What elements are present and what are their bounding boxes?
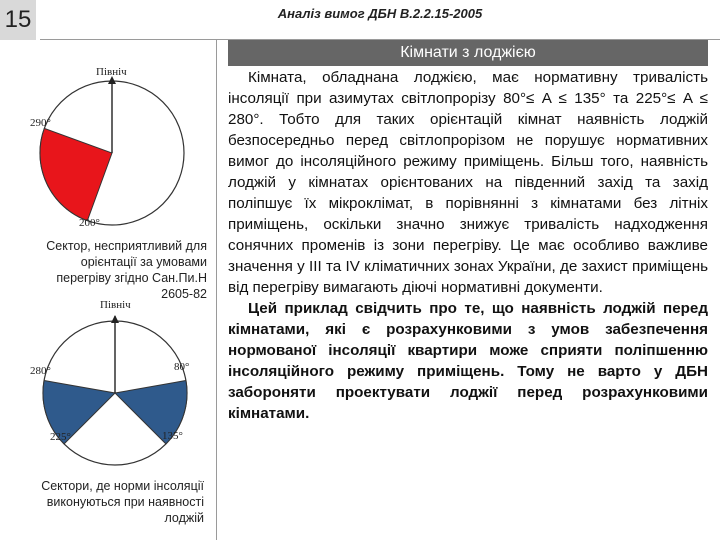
north-label-1: Північ [96, 66, 127, 78]
caption-overheating: Сектор, несприятливий для орієнтації за умовами перегріву згідно Сан.Пи.Н 2605-82 [46, 239, 207, 301]
angle-label-200: 200° [79, 217, 100, 229]
paragraph-1: Кімната, обладнана лоджією, має нормативну тривалість інсоляції при азимутах світлопрорізу 80°≤ A ≤ 135° та 225°≤ A ≤ 280°. Тобто для таких орієнтацій кімнат наявність лоджій безпосередньо перед світлопрорізом не порушує нормативних вимог до інсоляційного режиму приміщень. Більш того, наявність лоджій у кімнатах орієнтованих на південний захід та захід поліпшує їх мікроклімат, в порівнянні з кімнатами без літніх приміщень, оскільки значно знижує тривалість надходження сонячних променів із зони перегріву. Це має особливо важливе значення у III та IV кліматичних зонах України, де захист приміщень від перегріву вимагають діючі нормативні документи. [228, 69, 708, 296]
caption-loggia: Сектори, де норми інсоляції виконуються при наявності лоджій [41, 479, 204, 525]
angle-label-280: 280° [30, 365, 51, 377]
diagram-loggia [30, 299, 189, 465]
column-divider [216, 40, 217, 540]
section-title: Кімнати з лоджією [228, 40, 708, 66]
north-label-2: Північ [100, 299, 131, 311]
slide-header: Аналіз вимог ДБН В.2.2.15-2005 [277, 6, 483, 21]
angle-label-290: 290° [30, 117, 51, 129]
angle-label-225: 225° [50, 431, 71, 443]
angle-label-80: 80° [174, 361, 190, 373]
body-text [228, 67, 708, 424]
diagram-overheating [30, 66, 184, 229]
north-arrowhead-2 [111, 315, 119, 323]
slide-number: 15 [0, 0, 36, 40]
angle-label-135: 135° [162, 430, 183, 442]
paragraph-2: Цей приклад свідчить про те, що наявність лоджій перед кімнатами, які є розрахунковими з умов забезпечення нормованої інсоляції квартири може сприяти поліпшенню інсоляційного режиму приміщень. Тому не варто у ДБН забороняти проектувати лоджії перед розрахунковими кімнатами. [228, 300, 708, 422]
